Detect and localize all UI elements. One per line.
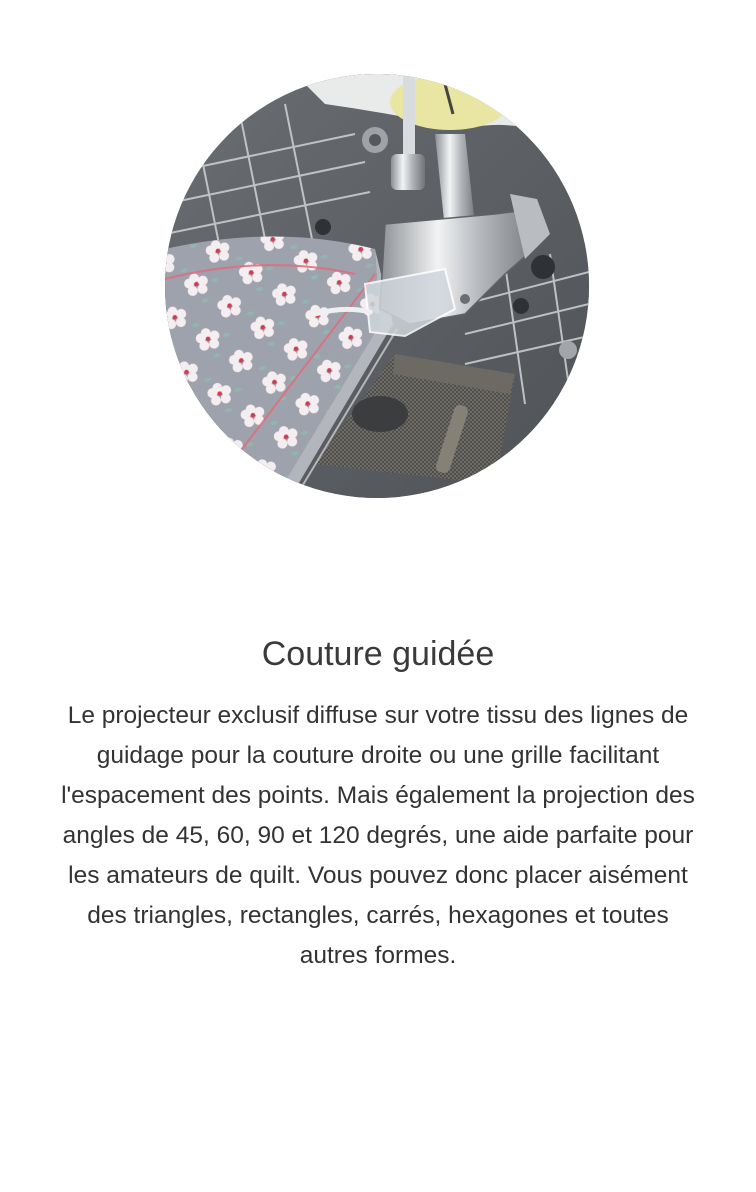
- feature-title: Couture guidée: [261, 635, 495, 673]
- feature-description: Le projecteur exclusif diffuse sur votre tissu des lignes de guidage pour la couture droite ou une grille facilitant l'espacement des points. Mais également la projection des angles de 45, 60, 90 et 120 degrés, une aide parfaite pour les amateurs de quilt. Vous pouvez donc placer aisément des triangles, rectangles, carrés, hexagones et toutes autres formes.: [61, 702, 695, 969]
- presser-foot-illustration: [165, 74, 589, 498]
- sewing-machine-photo: [165, 74, 589, 498]
